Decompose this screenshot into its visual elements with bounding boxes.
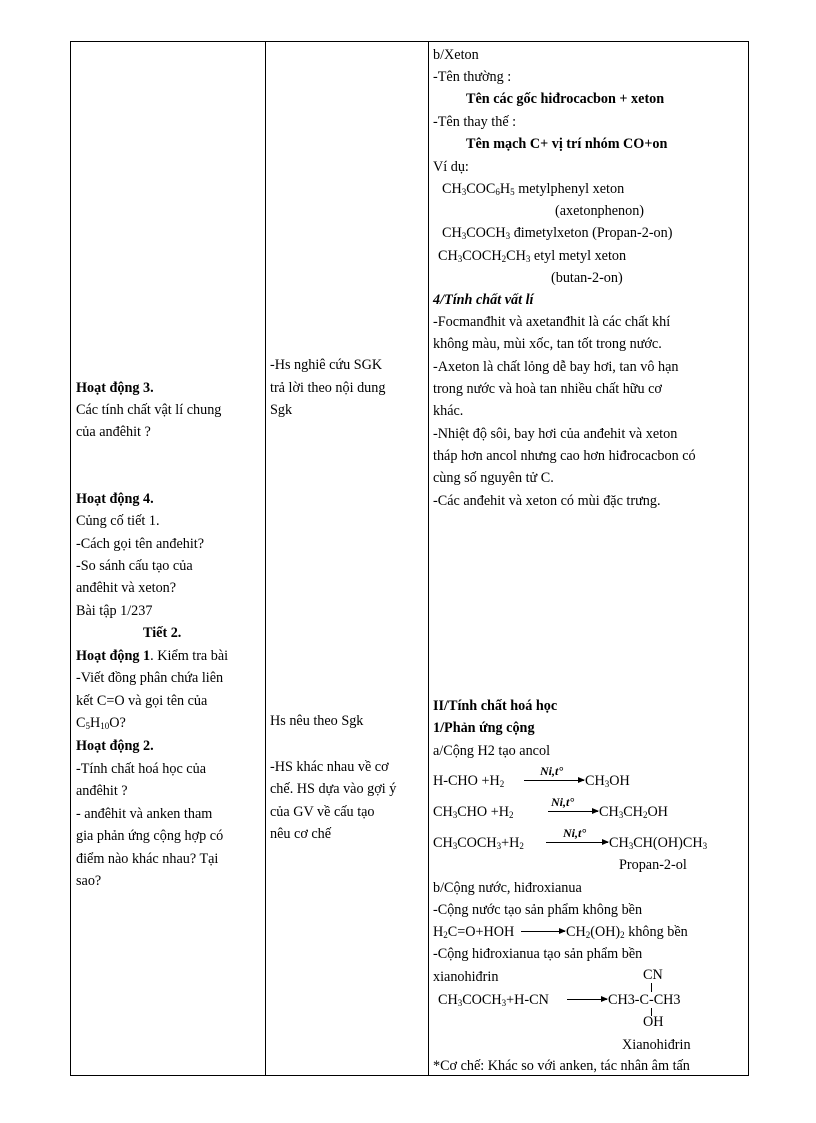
example-line: (butan-2-on) — [551, 270, 623, 286]
reaction-arrow — [567, 999, 607, 1000]
section-heading: II/Tính chất hoá học — [433, 698, 558, 714]
student-answer-line: Hs nêu theo Sgk — [270, 713, 364, 729]
reaction-product: $CH_2(OH)_2$ không bền — [566, 924, 688, 940]
reaction-arrow — [546, 842, 608, 843]
activity-4-line: anđêhit và xeton? — [76, 580, 177, 596]
naming-rule: Tên các gốc hiđrocacbon + xeton — [466, 91, 665, 107]
activity-4-line: -Cách gọi tên anđehit? — [76, 536, 205, 552]
content-line: -Focmanđhit và axetanđhit là các chất khí — [433, 314, 671, 330]
reaction-reactant: $CH_3CHO +H_2$ — [433, 804, 514, 820]
substituent-cn: CN — [643, 967, 663, 983]
activity-3-title: Hoạt động 3. — [76, 380, 154, 396]
reaction-reactant: $CH_3COCH_3+H-CN$ — [438, 992, 549, 1008]
section-heading: b/Xeton — [433, 47, 479, 63]
activity-4-line: Bài tập 1/237 — [76, 603, 153, 619]
student-answer-line: trả lời theo nội dung — [270, 380, 386, 396]
reaction-arrow — [524, 780, 584, 781]
reaction-arrow — [548, 811, 598, 812]
example-line: $CH_3COCH_3$ đimetylxeton (Propan-2-on) — [442, 225, 673, 241]
content-line: -Cộng nước tạo sản phẩm không bền — [433, 902, 643, 918]
content-line: khác. — [433, 403, 464, 419]
section-heading: 1/Phản ứng cộng — [433, 720, 535, 736]
content-line: a/Cộng H2 tạo ancol — [433, 743, 551, 759]
activity-2-line: sao? — [76, 873, 102, 889]
activity-2-title: Hoạt động 2. — [76, 738, 154, 754]
reaction-reactant: $H_2C=O+HOH$ — [433, 924, 515, 940]
product-name: Xianohiđrin — [622, 1037, 691, 1053]
content-line: -Tên thay thế : — [433, 114, 517, 130]
section-heading: 4/Tính chất vất lí — [433, 292, 534, 308]
content-line: -Tên thường : — [433, 69, 512, 85]
reaction-condition: Ni,t° — [563, 826, 587, 840]
content-line: *Cơ chế: Khác so với anken, tác nhân âm tấn — [433, 1058, 690, 1074]
student-answer-line: của GV về cấu tạo — [270, 804, 375, 820]
student-answer-line: chế. HS dựa vào gợi ý — [270, 781, 397, 797]
activity-2-line: gia phản ứng cộng hợp có — [76, 828, 224, 844]
student-answer-line: nêu cơ chế — [270, 826, 332, 842]
substituent-oh: OH — [643, 1014, 664, 1030]
content-line: không màu, mùi xốc, tan tốt trong nước. — [433, 336, 662, 352]
activity-1-line: -Viết đồng phân chứa liên — [76, 670, 224, 686]
reaction-product: $CH_3CH(OH)CH_3$ — [609, 835, 708, 851]
activity-4-line: -So sánh cấu tạo của — [76, 558, 193, 574]
reaction-product: $CH_3OH$ — [585, 773, 630, 789]
lesson-2-heading: Tiết 2. — [143, 625, 182, 641]
content-line: -Các anđehit và xeton có mùi đặc trưng. — [433, 493, 661, 509]
reaction-reactant: $H-CHO +H_2$ — [433, 773, 505, 789]
content-line: -Cộng hiđroxianua tạo sản phẩm bền — [433, 946, 643, 962]
content-line: -Axeton là chất lỏng dễ bay hơi, tan vô hạn — [433, 359, 679, 375]
activity-1-formula: $C_5H_{10}O$? — [76, 715, 126, 731]
content-line: -Nhiệt độ sôi, bay hơi của anđehit và xeton — [433, 426, 678, 442]
activity-1-line: kết C=O và gọi tên của — [76, 693, 208, 709]
column-divider-2 — [428, 42, 429, 1075]
bond-line — [651, 983, 652, 992]
activity-3-line: của anđêhit ? — [76, 424, 151, 440]
activity-1-title: Hoạt động 1. Kiểm tra bài — [76, 648, 229, 664]
content-line: Ví dụ: — [433, 159, 469, 175]
activity-2-line: -Tính chất hoá học của — [76, 761, 206, 777]
example-line: $CH_3COC_6H_5$ metylphenyl xeton — [442, 181, 625, 197]
content-line: b/Cộng nước, hiđroxianua — [433, 880, 582, 896]
reaction-condition: Ni,t° — [540, 764, 564, 778]
activity-4-title: Hoạt động 4. — [76, 491, 154, 507]
reaction-product: CH3-C-CH3 — [608, 992, 681, 1008]
student-answer-line: Sgk — [270, 402, 293, 418]
product-name: Propan-2-ol — [619, 857, 687, 873]
activity-2-line: anđêhit ? — [76, 783, 128, 799]
reaction-arrow — [521, 931, 565, 932]
reaction-reactant: $CH_3COCH_3+H_2$ — [433, 835, 524, 851]
column-divider-1 — [265, 42, 266, 1075]
example-line: $CH_3COCH_2CH_3$ etyl metyl xeton — [438, 248, 627, 264]
activity-2-line: - anđêhit và anken tham — [76, 806, 213, 822]
activity-4-line: Củng cố tiết 1. — [76, 513, 160, 529]
activity-3-line: Các tính chất vật lí chung — [76, 402, 222, 418]
activity-2-line: điểm nào khác nhau? Tại — [76, 851, 219, 867]
content-line: trong nước và hoà tan nhiều chất hữu cơ — [433, 381, 662, 397]
student-answer-line: -HS khác nhau về cơ — [270, 759, 389, 775]
content-line: cùng số nguyên tử C. — [433, 470, 554, 486]
reaction-condition: Ni,t° — [551, 795, 575, 809]
reaction-product: $CH_3CH_2OH$ — [599, 804, 668, 820]
content-line: xianohiđrin — [433, 969, 499, 985]
student-answer-line: -Hs nghiê cứu SGK — [270, 357, 383, 373]
content-line: tháp hơn ancol nhưng cao hơn hiđrocacbon có — [433, 448, 696, 464]
example-line: (axetonphenon) — [555, 203, 645, 219]
naming-rule: Tên mạch C+ vị trí nhóm CO+on — [466, 136, 668, 152]
